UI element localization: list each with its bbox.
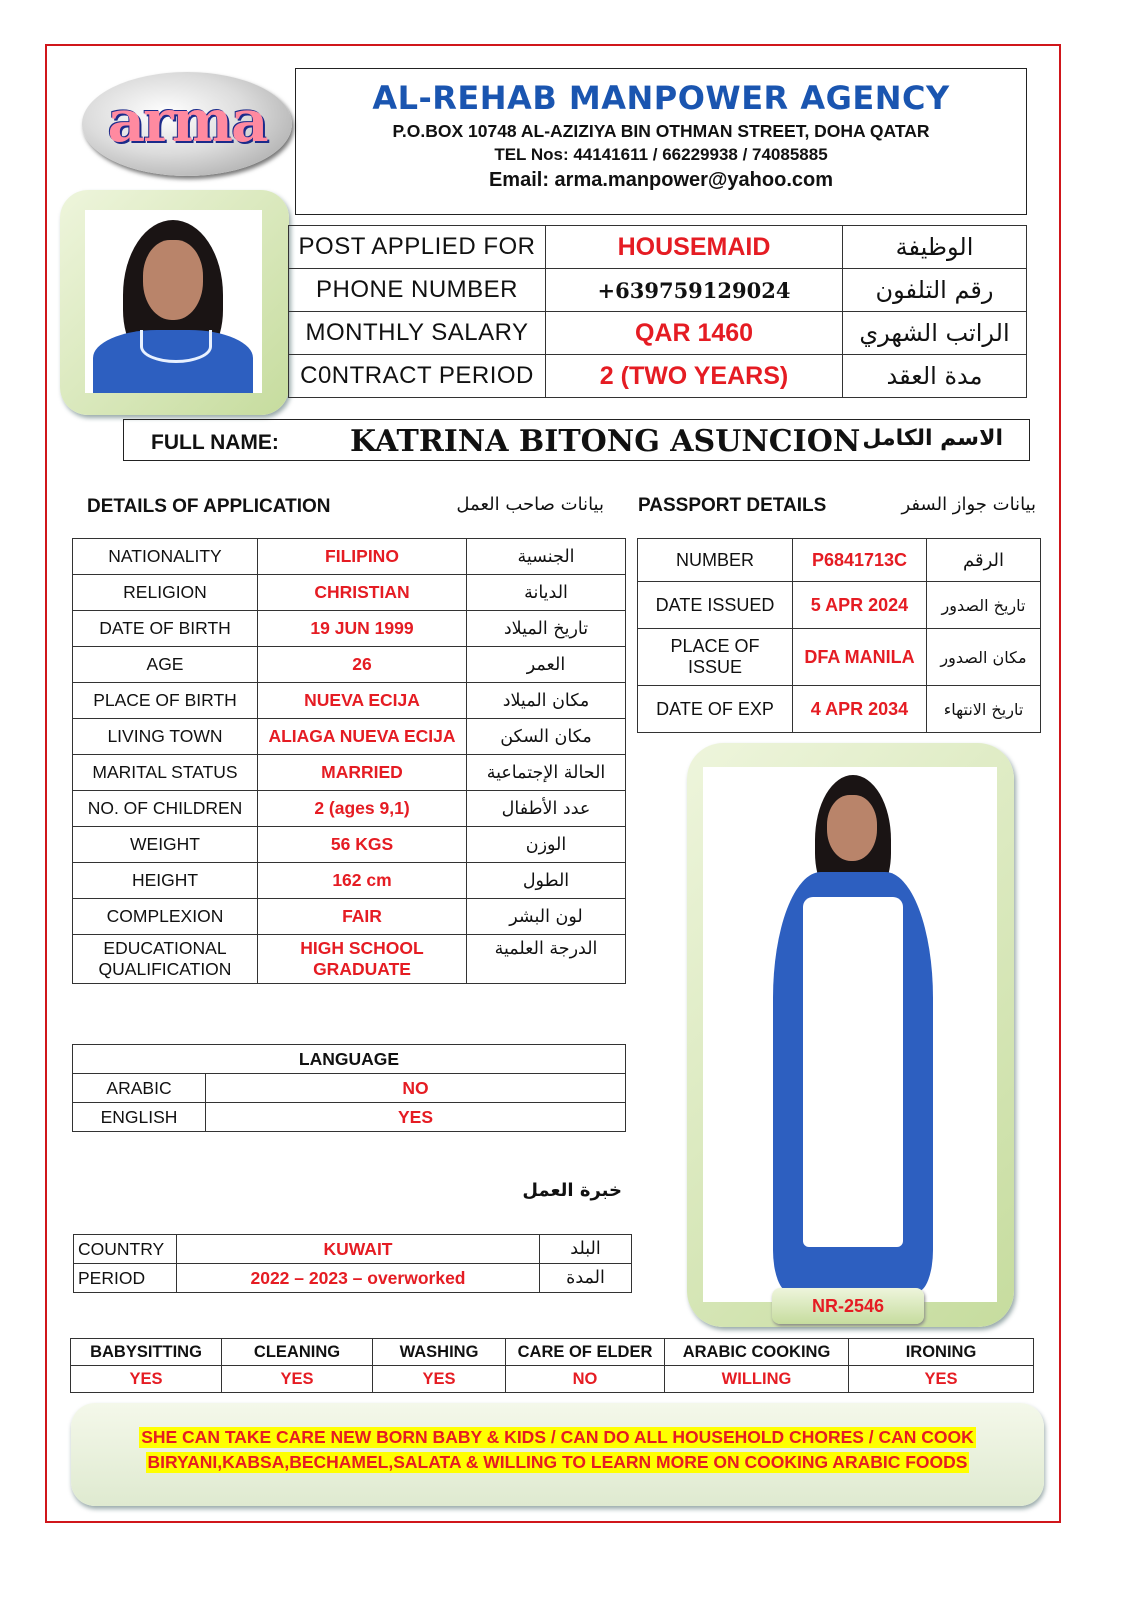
work-experience-title-ar: خبرة العمل xyxy=(522,1180,622,1201)
detail-value: FILIPINO xyxy=(258,539,467,575)
detail-label: AGE xyxy=(73,647,258,683)
language-row xyxy=(73,1103,626,1132)
detail-row xyxy=(73,827,626,863)
detail-label-ar: الوزن xyxy=(467,827,626,863)
language-title: LANGUAGE xyxy=(73,1045,626,1074)
detail-label-ar: الطول xyxy=(467,863,626,899)
passport-title: PASSPORT DETAILS xyxy=(638,495,827,516)
summary-row-post xyxy=(289,226,1027,269)
summary-table xyxy=(288,225,1027,398)
passport-row xyxy=(638,539,1041,582)
skill-label: WASHING xyxy=(373,1339,506,1366)
logo-text: arma xyxy=(107,87,267,155)
passport-title-ar: بيانات جواز السفر xyxy=(901,494,1036,515)
skill-label: CARE OF ELDER xyxy=(506,1339,665,1366)
summary-value: HOUSEMAID xyxy=(546,226,843,269)
details-title-ar: بيانات صاحب العمل xyxy=(456,494,604,515)
summary-value: +639759129024 xyxy=(546,269,843,312)
detail-label: HEIGHT xyxy=(73,863,258,899)
skill-value: YES xyxy=(373,1366,506,1393)
detail-row xyxy=(73,683,626,719)
skill-label: CLEANING xyxy=(222,1339,373,1366)
detail-label-ar: الدرجة العلمية xyxy=(467,935,626,984)
passport-row xyxy=(638,686,1041,733)
detail-value: HIGH SCHOOL GRADUATE xyxy=(258,935,467,984)
agency-email: Email: arma.manpower@yahoo.com xyxy=(488,169,834,191)
detail-label: DATE OF BIRTH xyxy=(73,611,258,647)
summary-label-ar: رقم التلفون xyxy=(843,269,1027,312)
passport-label-ar: تاريخ الانتهاء xyxy=(927,686,1041,733)
detail-label: MARITAL STATUS xyxy=(73,755,258,791)
language-header-row xyxy=(73,1045,626,1074)
reference-number: NR-2546 xyxy=(772,1288,924,1324)
summary-label: POST APPLIED FOR xyxy=(289,226,546,269)
detail-label-ar: العمر xyxy=(467,647,626,683)
skill-value: NO xyxy=(506,1366,665,1393)
passport-label: NUMBER xyxy=(638,539,793,582)
detail-label: WEIGHT xyxy=(73,827,258,863)
detail-label-ar: الجنسية xyxy=(467,539,626,575)
remarks-line-2: BIRYANI,KABSA,BECHAMEL,SALATA & WILLING TO LEARN MORE ON COOKING ARABIC FOODS xyxy=(147,1452,968,1472)
skill-value: YES xyxy=(849,1366,1034,1393)
skills-table xyxy=(70,1338,1034,1393)
detail-row xyxy=(73,791,626,827)
work-label-ar: المدة xyxy=(540,1264,632,1293)
agency-telephone: TEL Nos: 44141611 / 66229938 / 74085885 xyxy=(494,145,828,164)
skill-label: ARABIC COOKING xyxy=(665,1339,849,1366)
full-name-label: FULL NAME: xyxy=(151,431,279,454)
detail-label-ar: مكان الميلاد xyxy=(467,683,626,719)
detail-label: EDUCATIONAL QUALIFICATION xyxy=(73,935,258,984)
remarks-line-1: SHE CAN TAKE CARE NEW BORN BABY & KIDS / CAN DO ALL HOUSEHOLD CHORES / CAN COOK xyxy=(141,1427,974,1447)
portrait-photo-frame xyxy=(60,190,289,415)
detail-label: COMPLEXION xyxy=(73,899,258,935)
skill-value: WILLING xyxy=(665,1366,849,1393)
summary-label: MONTHLY SALARY xyxy=(289,312,546,355)
passport-details-table xyxy=(637,538,1041,733)
language-value: NO xyxy=(206,1074,626,1103)
summary-row-salary xyxy=(289,312,1027,355)
detail-row xyxy=(73,539,626,575)
work-experience-table xyxy=(73,1234,632,1293)
detail-label-ar: الحالة الإجتماعية xyxy=(467,755,626,791)
passport-label: DATE OF EXP xyxy=(638,686,793,733)
skills-value-row xyxy=(71,1366,1034,1393)
summary-value: QAR 1460 xyxy=(546,312,843,355)
passport-value: DFA MANILA xyxy=(793,629,927,686)
skill-label: BABYSITTING xyxy=(71,1339,222,1366)
passport-row xyxy=(638,582,1041,629)
detail-label-ar: عدد الأطفال xyxy=(467,791,626,827)
work-label: PERIOD xyxy=(74,1264,177,1293)
detail-value: 19 JUN 1999 xyxy=(258,611,467,647)
full-body-photo-frame xyxy=(687,743,1014,1327)
detail-label: LIVING TOWN xyxy=(73,719,258,755)
detail-label: RELIGION xyxy=(73,575,258,611)
detail-row xyxy=(73,863,626,899)
detail-value: MARRIED xyxy=(258,755,467,791)
summary-label: C0NTRACT PERIOD xyxy=(289,355,546,398)
detail-row xyxy=(73,935,626,984)
detail-label-ar: تاريخ الميلاد xyxy=(467,611,626,647)
skill-value: YES xyxy=(71,1366,222,1393)
detail-label: PLACE OF BIRTH xyxy=(73,683,258,719)
work-label-ar: البلد xyxy=(540,1235,632,1264)
passport-label-ar: مكان الصدور xyxy=(927,629,1041,686)
full-body-photo xyxy=(703,767,997,1302)
work-value: 2022 – 2023 – overworked xyxy=(177,1264,540,1293)
summary-label: PHONE NUMBER xyxy=(289,269,546,312)
skill-value: YES xyxy=(222,1366,373,1393)
work-value: KUWAIT xyxy=(177,1235,540,1264)
detail-value: 2 (ages 9,1) xyxy=(258,791,467,827)
summary-label-ar: الراتب الشهري xyxy=(843,312,1027,355)
detail-value: 26 xyxy=(258,647,467,683)
work-row xyxy=(74,1235,632,1264)
agency-header xyxy=(295,68,1027,215)
detail-value: CHRISTIAN xyxy=(258,575,467,611)
summary-label-ar: الوظيفة xyxy=(843,226,1027,269)
full-name-box xyxy=(123,419,1030,461)
skills-header-row xyxy=(71,1339,1034,1366)
passport-label-ar: تاريخ الصدور xyxy=(927,582,1041,629)
summary-label-ar: مدة العقد xyxy=(843,355,1027,398)
detail-value: ALIAGA NUEVA ECIJA xyxy=(258,719,467,755)
agency-name: AL-REHAB MANPOWER AGENCY xyxy=(372,79,950,117)
summary-value: 2 (TWO YEARS) xyxy=(546,355,843,398)
passport-label: DATE ISSUED xyxy=(638,582,793,629)
detail-row xyxy=(73,899,626,935)
portrait-photo xyxy=(85,210,262,393)
remarks-box xyxy=(71,1403,1044,1506)
detail-value: NUEVA ECIJA xyxy=(258,683,467,719)
detail-row xyxy=(73,647,626,683)
work-row xyxy=(74,1264,632,1293)
passport-value: 5 APR 2024 xyxy=(793,582,927,629)
details-title: DETAILS OF APPLICATION xyxy=(87,496,331,517)
work-label: COUNTRY xyxy=(74,1235,177,1264)
detail-label: NATIONALITY xyxy=(73,539,258,575)
full-name-value: KATRINA BITONG ASUNCION xyxy=(350,424,861,459)
passport-value: 4 APR 2034 xyxy=(793,686,927,733)
language-value: YES xyxy=(206,1103,626,1132)
detail-row xyxy=(73,575,626,611)
language-table xyxy=(72,1044,626,1132)
detail-label: NO. OF CHILDREN xyxy=(73,791,258,827)
detail-label-ar: لون البشر xyxy=(467,899,626,935)
language-row xyxy=(73,1074,626,1103)
language-label: ENGLISH xyxy=(73,1103,206,1132)
detail-label-ar: مكان السكن xyxy=(467,719,626,755)
detail-row xyxy=(73,611,626,647)
passport-label: PLACE OF ISSUE xyxy=(638,629,793,686)
summary-row-contract xyxy=(289,355,1027,398)
detail-label-ar: الديانة xyxy=(467,575,626,611)
language-label: ARABIC xyxy=(73,1074,206,1103)
full-name-label-ar: الاسم الكامل xyxy=(862,426,1003,451)
detail-value: FAIR xyxy=(258,899,467,935)
summary-row-phone xyxy=(289,269,1027,312)
application-details-table xyxy=(72,538,626,984)
passport-value: P6841713C xyxy=(793,539,927,582)
detail-row xyxy=(73,719,626,755)
passport-row xyxy=(638,629,1041,686)
agency-address: P.O.BOX 10748 AL-AZIZIYA BIN OTHMAN STREET, DOHA QATAR xyxy=(392,121,930,141)
skill-label: IRONING xyxy=(849,1339,1034,1366)
detail-value: 56 KGS xyxy=(258,827,467,863)
detail-value: 162 cm xyxy=(258,863,467,899)
agency-logo xyxy=(82,72,292,176)
passport-label-ar: الرقم xyxy=(927,539,1041,582)
detail-row xyxy=(73,755,626,791)
